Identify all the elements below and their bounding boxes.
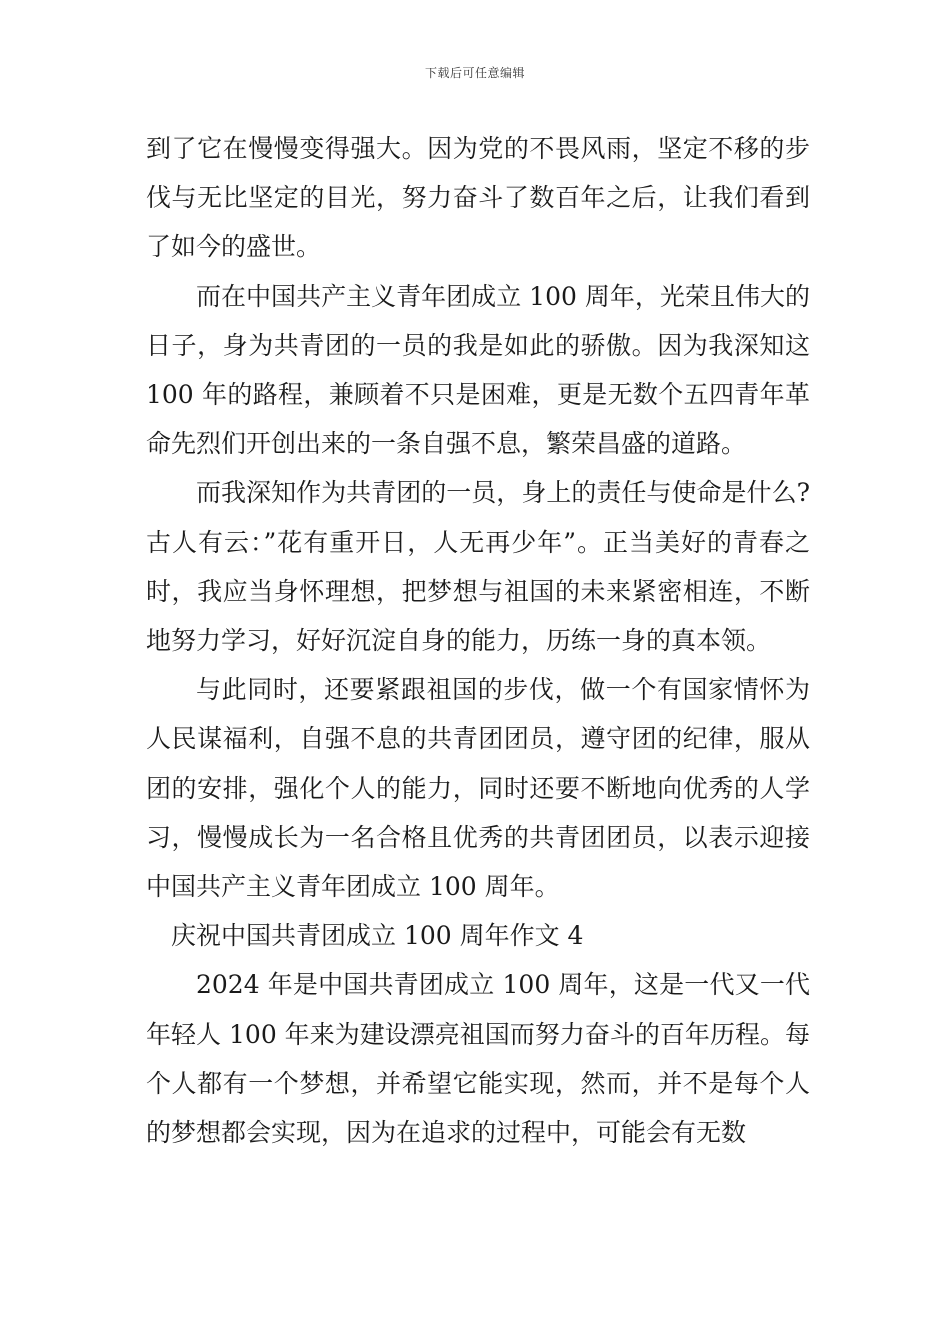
paragraph: 而在中国共产主义青年团成立 100 周年，光荣且伟大的日子，身为共青团的一员的我是如此的骄傲。因为我深知这 100 年的路程，兼顾着不只是困难，更是无数个五四青年革命先烈们开创出来的一条自强不息，繁荣昌盛的道路。: [146, 281, 810, 459]
paragraph-continuation: 到了它在慢慢变得强大。因为党的不畏风雨，坚定不移的步伐与无比坚定的目光，努力奋斗了数百年之后，让我们看到了如今的盛世。: [146, 134, 810, 262]
page-header-note: 下载后可任意编辑: [424, 66, 525, 80]
paragraph: 而我深知作为共青团的一员，身上的责任与使命是什么?古人有云：”花有重开日，人无再少年”。正当美好的青春之时，我应当身怀理想，把梦想与祖国的未来紧密相连，不断地努力学习，好好沉淀自身的能力，历练一身的真本领。: [146, 478, 810, 656]
section-heading: 庆祝中国共青团成立 100 周年作文 4: [171, 921, 584, 951]
paragraph: 2024 年是中国共青团成立 100 周年，这是一代又一代年轻人 100 年来为建设漂亮祖国而努力奋斗的百年历程。每个人都有一个梦想，并希望它能实现，然而，并不是每个人的梦想都会实现，因为在追求的过程中，可能会有无数: [146, 970, 810, 1148]
document-body: [146, 124, 810, 1157]
paragraph: 与此同时，还要紧跟祖国的步伐，做一个有国家情怀为人民谋福利，自强不息的共青团团员，遵守团的纪律，服从团的安排，强化个人的能力，同时还要不断地向优秀的人学习，慢慢成长为一名合格且优秀的共青团团员，以表示迎接中国共产主义青年团成立 100 周年。: [146, 675, 810, 902]
